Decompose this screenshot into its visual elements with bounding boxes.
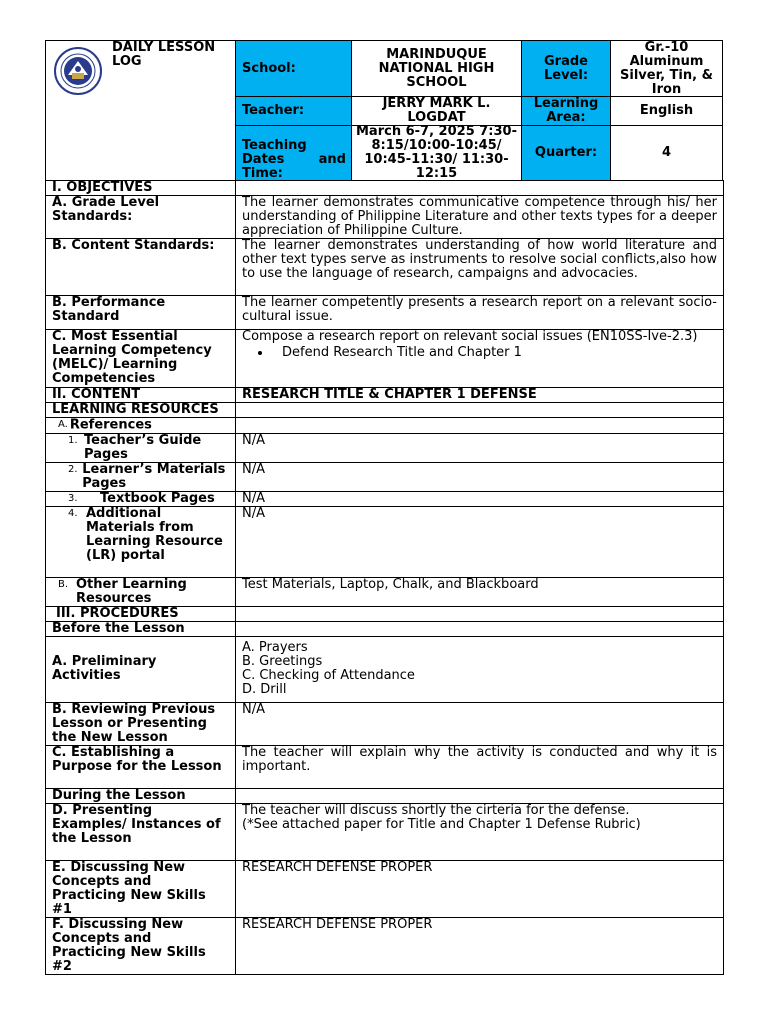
procedures-row bbox=[46, 606, 724, 621]
objectives-row bbox=[46, 181, 724, 196]
tg-num: 1. bbox=[68, 434, 78, 446]
disc2-row bbox=[46, 917, 724, 974]
grade-std-label-text: A. Grade Level Standards: bbox=[52, 195, 160, 224]
quarter-value-cell bbox=[610, 125, 723, 181]
school-value: MARINDUQUE NATIONAL HIGH SCHOOL bbox=[378, 46, 495, 90]
examples-line: (*See attached paper for Title and Chapter 1 Defense Rubric) bbox=[242, 816, 641, 832]
school-value-cell bbox=[351, 40, 522, 97]
resources-label: LEARNING RESOURCES bbox=[46, 403, 236, 418]
am-num: 4. bbox=[68, 507, 78, 519]
melc-bullet: • Defend Research Title and Chapter 1 bbox=[272, 346, 717, 360]
tg-label-cell bbox=[46, 433, 236, 462]
perf-std-label: B. Performance Standard bbox=[46, 296, 236, 330]
resources-row bbox=[46, 403, 724, 418]
lesson-plan-table bbox=[45, 180, 724, 975]
objectives-empty bbox=[236, 181, 724, 196]
grade-std-row bbox=[46, 196, 724, 239]
prelim-item: D. Drill bbox=[242, 681, 287, 697]
examples-row bbox=[46, 803, 724, 860]
ol-letter: B. bbox=[58, 578, 69, 590]
purpose-label: C. Establishing a Purpose for the Lesson bbox=[46, 745, 236, 788]
tb-num: 3. bbox=[68, 492, 78, 504]
grade-std-value: The learner demonstrates communicative competence through his/ her understanding of Philippine Literature and other texts types for a deeper appreciation of Philippine Culture. bbox=[236, 196, 724, 239]
area-label: Learning Area: bbox=[533, 96, 599, 125]
tb-label-cell bbox=[46, 491, 236, 506]
resources-empty bbox=[236, 403, 724, 418]
melc-row bbox=[46, 330, 724, 388]
ol-value: Test Materials, Laptop, Chalk, and Blackboard bbox=[236, 577, 724, 606]
content-std-row bbox=[46, 239, 724, 296]
disc2-value: RESEARCH DEFENSE PROPER bbox=[236, 917, 724, 974]
examples-line: The teacher will discuss shortly the cirteria for the defense. bbox=[242, 802, 630, 818]
review-value: N/A bbox=[236, 702, 724, 745]
during-empty bbox=[236, 788, 724, 803]
content-std-value: The learner demonstrates understanding of how world literature and other text types serve as instruments to resolve social conflicts,also how to use the language of research, campaigns and advocacies. bbox=[236, 239, 724, 296]
tb-row bbox=[46, 491, 724, 506]
before-row bbox=[46, 621, 724, 636]
objectives-heading: I. OBJECTIVES bbox=[46, 181, 236, 196]
area-value-cell bbox=[610, 96, 723, 126]
references-row bbox=[46, 418, 724, 434]
purpose-value: The teacher will explain why the activity is conducted and why it is important. bbox=[236, 745, 724, 788]
during-row bbox=[46, 788, 724, 803]
melc-bullet-list bbox=[242, 346, 717, 360]
am-label-cell bbox=[46, 506, 236, 577]
am-label: Additional Materials from Learning Resource (LR) portal bbox=[86, 505, 223, 563]
prelim-item: B. Greetings bbox=[242, 653, 323, 669]
tb-value: N/A bbox=[236, 491, 724, 506]
grade-label: Grade Level: bbox=[543, 53, 589, 83]
school-label: School: bbox=[242, 60, 296, 76]
references-empty bbox=[236, 418, 724, 434]
examples-label: D. Presenting Examples/ Instances of the Lesson bbox=[46, 803, 236, 860]
tg-value: N/A bbox=[236, 433, 724, 462]
dates-label: Teaching Dates and Time: bbox=[242, 138, 346, 181]
content-value: RESEARCH TITLE & CHAPTER 1 DEFENSE bbox=[236, 388, 724, 403]
ol-label-cell bbox=[46, 577, 236, 606]
during-label: During the Lesson bbox=[46, 788, 236, 803]
content-label: II. CONTENT bbox=[46, 388, 236, 403]
lm-label-cell bbox=[46, 462, 236, 491]
am-value: N/A bbox=[236, 506, 724, 577]
dates-value: March 6-7, 2025 7:30-8:15/10:00-10:45/ 10:45-11:30/ 11:30-12:15 bbox=[356, 124, 517, 181]
prelim-value-cell bbox=[236, 636, 724, 702]
lm-row bbox=[46, 462, 724, 491]
header-logo-cell bbox=[45, 40, 236, 181]
before-empty bbox=[236, 621, 724, 636]
prelim-row bbox=[46, 636, 724, 702]
references-letter: A. bbox=[58, 419, 68, 430]
teacher-label: Teacher: bbox=[242, 103, 305, 118]
dates-label-cell bbox=[235, 125, 352, 181]
tg-label: Teacher’s Guide Pages bbox=[84, 432, 202, 462]
tb-label: Textbook Pages bbox=[100, 490, 215, 506]
perf-std-value: The learner competently presents a research report on a relevant socio-cultural issue. bbox=[236, 296, 724, 330]
perf-std-row bbox=[46, 296, 724, 330]
ol-label: Other Learning Resources bbox=[76, 576, 187, 606]
prelim-item: A. Prayers bbox=[242, 639, 308, 655]
teacher-label-cell bbox=[235, 96, 352, 126]
school-label-cell bbox=[235, 40, 352, 97]
examples-value-cell bbox=[236, 803, 724, 860]
procedures-empty bbox=[236, 606, 724, 621]
quarter-label-cell bbox=[521, 125, 611, 181]
area-label-cell bbox=[521, 96, 611, 126]
am-row bbox=[46, 506, 724, 577]
procedures-label: III. PROCEDURES bbox=[46, 606, 236, 621]
prelim-label: A. Preliminary Activities bbox=[46, 636, 236, 702]
grade-label-cell bbox=[521, 40, 611, 97]
content-row bbox=[46, 388, 724, 403]
review-label: B. Reviewing Previous Lesson or Presenting the New Lesson bbox=[46, 702, 236, 745]
references-label-cell bbox=[46, 418, 236, 434]
disc1-value: RESEARCH DEFENSE PROPER bbox=[236, 860, 724, 917]
teacher-value-cell bbox=[351, 96, 522, 126]
review-row bbox=[46, 702, 724, 745]
lm-num: 2. bbox=[68, 463, 78, 475]
log-title: DAILY LESSON LOG bbox=[112, 40, 216, 69]
ol-row bbox=[46, 577, 724, 606]
prelim-item: C. Checking of Attendance bbox=[242, 667, 415, 683]
content-std-label: B. Content Standards: bbox=[46, 239, 236, 296]
lm-value: N/A bbox=[236, 462, 724, 491]
grade-value: Gr.-10 Aluminum Silver, Tin, & Iron bbox=[620, 39, 713, 97]
quarter-label: Quarter: bbox=[534, 145, 598, 160]
grade-std-label bbox=[46, 196, 236, 239]
references-label: References bbox=[69, 417, 152, 433]
purpose-row bbox=[46, 745, 724, 788]
lm-label: Learner’s Materials Pages bbox=[82, 461, 226, 491]
tg-row bbox=[46, 433, 724, 462]
disc2-label: F. Discussing New Concepts and Practicing New Skills #2 bbox=[46, 917, 236, 974]
disc1-label: E. Discussing New Concepts and Practicing New Skills #1 bbox=[46, 860, 236, 917]
teacher-value: JERRY MARK L. LOGDAT bbox=[382, 96, 491, 125]
deped-seal-icon bbox=[54, 47, 102, 95]
dates-value-cell bbox=[351, 125, 522, 181]
grade-value-cell bbox=[610, 40, 723, 97]
quarter-value: 4 bbox=[661, 145, 672, 160]
area-value: English bbox=[639, 103, 694, 118]
before-label: Before the Lesson bbox=[46, 621, 236, 636]
melc-value: Compose a research report on relevant social issues (EN10SS-Ive-2.3) bbox=[242, 329, 698, 344]
melc-value-cell bbox=[236, 330, 724, 388]
disc1-row bbox=[46, 860, 724, 917]
melc-label: C. Most Essential Learning Competency (MELC)/ Learning Competencies bbox=[46, 330, 236, 388]
